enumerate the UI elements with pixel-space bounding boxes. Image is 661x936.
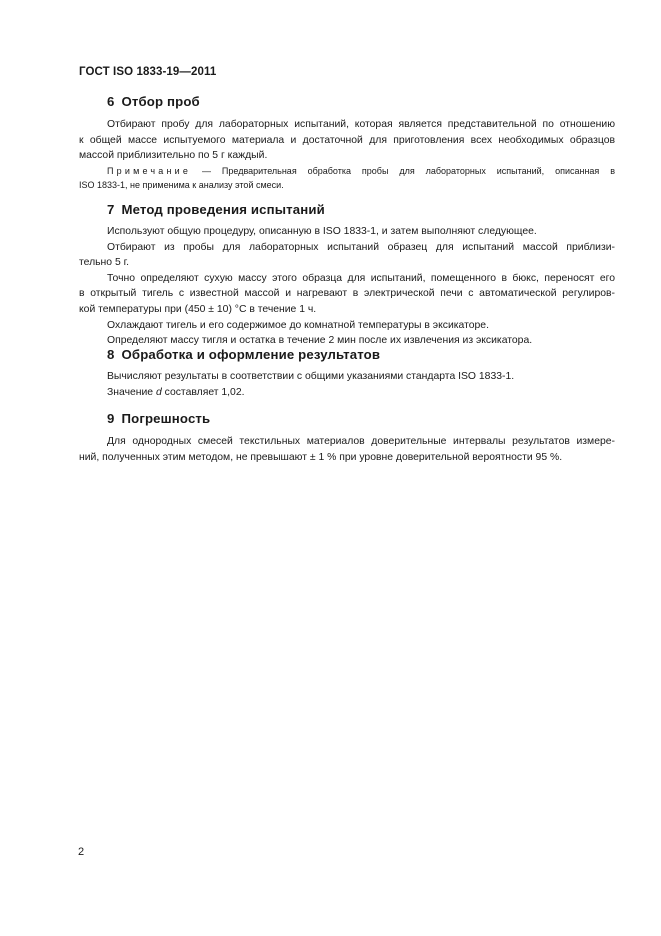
paragraph-line: к общей массе испытуемого материала и достаточной для приготовления всех необходимых образцов	[79, 134, 615, 146]
note	[79, 165, 615, 192]
value-suffix: составляет 1,02.	[161, 386, 245, 398]
note-text: Предварительная обработка пробы для лабораторных испытаний, описанная в	[221, 166, 615, 176]
paragraph-line: кой температуры при (450 ± 10) °С в течение 1 ч.	[79, 303, 317, 315]
paragraph-line: Отбирают из пробы для лабораторных испытаний образец для испытаний массой приблизи-	[107, 241, 615, 253]
paragraph-line: в открытый тигель с известной массой и нагревают в электрической печи с автоматической регулиров-	[79, 288, 615, 300]
section-6-heading	[107, 94, 200, 109]
section-number: 7	[107, 202, 115, 217]
section-9-heading	[107, 411, 210, 426]
paragraph-line: массой приблизительно по 5 г каждый.	[79, 150, 268, 162]
note-dash: —	[191, 166, 222, 176]
note-label: Примечание	[107, 166, 192, 176]
section-6-body	[79, 117, 615, 164]
note-line: ISO 1833-1, не применима к анализу этой смеси.	[79, 179, 284, 190]
paragraph-line: Отбирают пробу для лабораторных испытаний, которая является представительной по отношению	[107, 119, 615, 130]
section-number: 6	[107, 94, 115, 109]
section-title: Обработка и оформление результатов	[121, 347, 381, 362]
section-7-body	[79, 224, 615, 349]
value-prefix: Значение	[107, 386, 156, 398]
paragraph-line	[79, 385, 615, 401]
section-7-heading	[107, 202, 325, 217]
page-number: 2	[78, 846, 85, 858]
note-line	[79, 165, 615, 179]
section-title: Метод проведения испытаний	[121, 202, 325, 217]
section-title: Погрешность	[121, 411, 211, 426]
paragraph-line: ний, полученных этим методом, не превышают ± 1 % при уровне доверительной вероятности 95 %.	[79, 451, 563, 463]
paragraph-line: Точно определяют сухую массу этого образца для испытаний, помещенного в бюкс, переносят его	[107, 272, 615, 284]
section-title: Отбор проб	[121, 94, 200, 109]
value-symbol: d	[155, 386, 162, 398]
section-9-body	[79, 434, 615, 465]
paragraph-line: Определяют массу тигля и остатка в течение 2 мин после их извлечения из эксикатора.	[107, 335, 533, 347]
paragraph-line: Вычисляют результаты в соответствии с общими указаниями стандарта ISO 1833-1.	[107, 371, 515, 382]
document-id: ГОСТ ISO 1833-19—2011	[79, 66, 217, 78]
paragraph-line: Для однородных смесей текстильных материалов доверительные интервалы результатов измере-	[107, 436, 615, 447]
section-8-heading	[107, 347, 380, 362]
section-8-body	[79, 369, 615, 400]
section-number: 9	[107, 411, 115, 426]
paragraph-line: Используют общую процедуру, описанную в ISO 1833-1, и затем выполняют следующее.	[107, 226, 537, 237]
paragraph-line: тельно 5 г.	[79, 257, 130, 269]
paragraph-line: Охлаждают тигель и его содержимое до комнатной температуры в эксикаторе.	[107, 319, 489, 331]
section-number: 8	[107, 347, 115, 362]
